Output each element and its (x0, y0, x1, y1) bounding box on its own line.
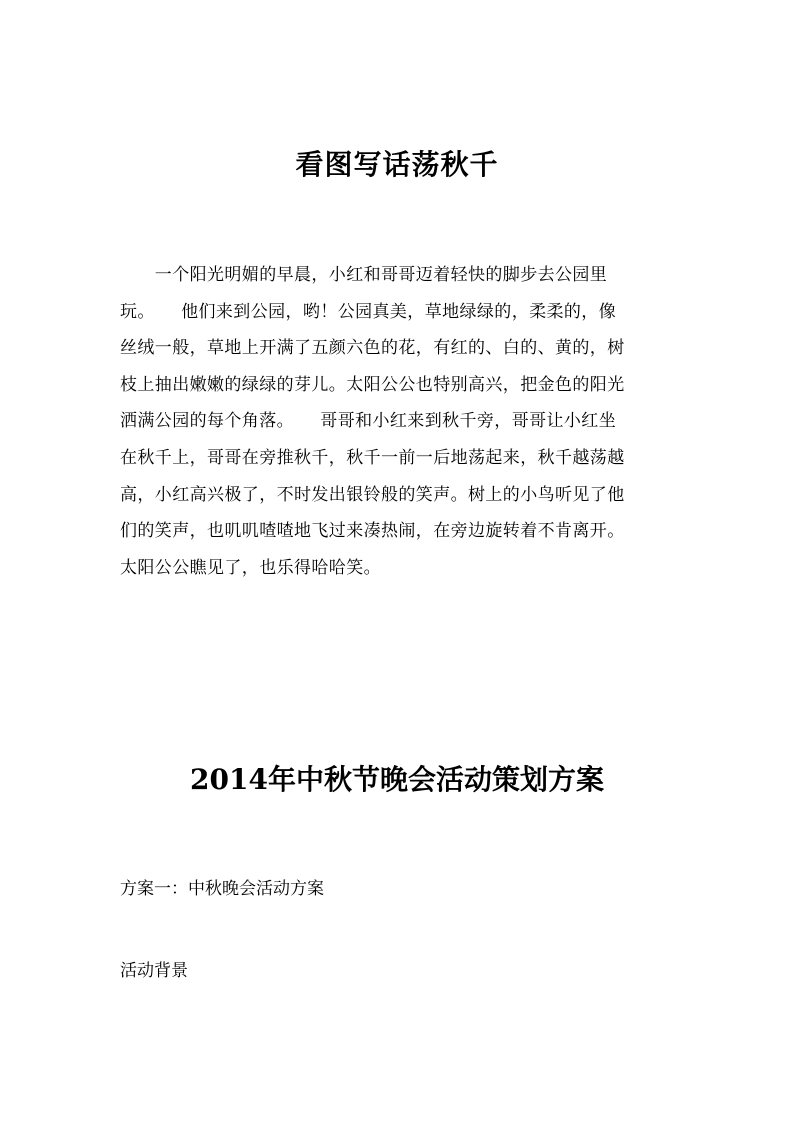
section-label: 活动背景 (120, 961, 188, 981)
story-line: 丝绒一般，草地上开满了五颜六色的花，有红的、白的、黄的，树 (120, 338, 625, 359)
story-line: 太阳公公瞧见了，也乐得哈哈笑。 (120, 557, 381, 578)
story-line: 一个阳光明媚的早晨，小红和哥哥迈着轻快的脚步去公园里 (120, 265, 608, 285)
story-line: 玩。 他们来到公园，哟！公园真美，草地绿绿的，柔柔的，像 (120, 301, 617, 322)
section-heading: 2014年中秋节晚会活动策划方案 (190, 763, 604, 796)
story-line: 洒满公园的每个角落。 哥哥和小红来到秋千旁，哥哥让小红坐 (120, 411, 617, 432)
story-line: 枝上抽出嫩嫩的绿绿的芽儿。太阳公公也特别高兴，把金色的阳光 (120, 374, 625, 395)
story-paragraph (120, 257, 665, 586)
plan-label: 方案一：中秋晚会活动方案 (120, 879, 324, 899)
story-line: 们的笑声，也叽叽喳喳地飞过来凑热闹，在旁边旋转着不肯离开。 (120, 521, 625, 542)
story-line: 在秋千上，哥哥在旁推秋千，秋千一前一后地荡起来，秋千越荡越 (120, 447, 625, 468)
story-line: 高，小红高兴极了，不时发出银铃般的笑声。树上的小鸟听见了他 (120, 484, 625, 505)
page-title: 看图写话荡秋千 (295, 148, 499, 181)
